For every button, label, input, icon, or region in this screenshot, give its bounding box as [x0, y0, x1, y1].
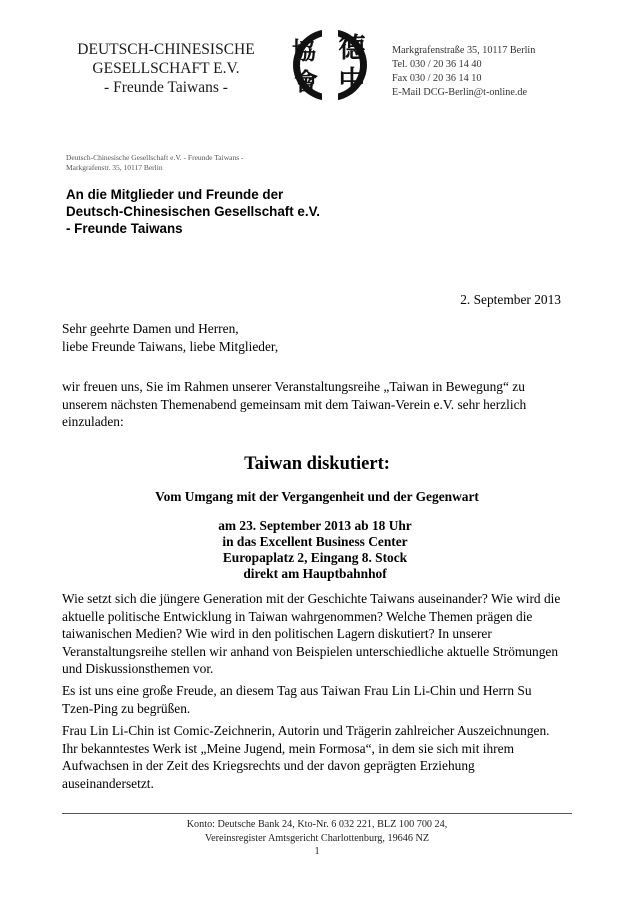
text-line: wir freuen uns, Sie im Rahmen unserer Veranstaltungsreihe „Taiwan in Bewegung“ zu [62, 379, 525, 394]
society-logo [282, 26, 378, 104]
recipient-line: An die Mitglieder und Freunde der [66, 187, 284, 202]
email-line: E-Mail DCG-Berlin@t-online.de [392, 87, 527, 98]
salutation-line: Sehr geehrte Damen und Herren, [62, 321, 239, 336]
sender-line: Markgrafenstr. 35, 10117 Berlin [66, 163, 163, 172]
event-detail-line: in das Excellent Business Center [222, 534, 408, 549]
fax-line: Fax 030 / 20 36 14 10 [392, 73, 482, 84]
text-line: Ihr bekanntestes Werk ist „Meine Jugend, mein Formosa“, in dem sie sich mit ihrem [62, 740, 514, 756]
footer-divider [62, 813, 572, 814]
event-detail-line: direkt am Hauptbahnhof [243, 566, 387, 581]
page-number: 1 [314, 846, 320, 857]
bank-details: Konto: Deutsche Bank 24, Kto-Nr. 6 032 221, BLZ 100 700 24, [186, 819, 448, 830]
contact-block [392, 44, 535, 100]
text-line: aktuelle politische Entwicklung in Taiwan wahrgenommen? Welche Themen prägen die [62, 608, 533, 624]
recipient-line: Deutsch-Chinesischen Gesellschaft e.V. [66, 204, 321, 219]
body-paragraph [62, 590, 572, 678]
text-line: Wie setzt sich die jüngere Generation mit der Geschichte Taiwans auseinander? Wie wird die [62, 591, 561, 606]
recipient-line: - Freunde Taiwans [66, 221, 183, 236]
logo-glyph: 中 [338, 66, 366, 97]
org-name-line: DEUTSCH-CHINESISCHE [77, 41, 255, 58]
text-line: Aufwachsen in der Zeit des Kriegsrechts und der davon geprägten Erziehung [62, 758, 475, 773]
org-subtitle: - Freunde Taiwans - [104, 79, 228, 96]
salutation [62, 320, 572, 355]
event-detail-line: Europaplatz 2, Eingang 8. Stock [222, 550, 408, 565]
text-line: unserem nächsten Themenabend gemeinsam mit dem Taiwan-Verein e.V. sehr herzlich [62, 396, 527, 412]
text-line: Veranstaltungsreihe stellen wir anhand von Beispielen unterschiedliche aktuelle Strömungen [62, 643, 559, 659]
text-line: einzuladen: [62, 414, 124, 429]
logo-glyph: 會 [294, 68, 318, 96]
phone-line: Tel. 030 / 20 36 14 40 [392, 59, 482, 70]
text-line: taiwanischen Medien? Wie wird in den politischen Lagern diskutiert? In unserer [62, 626, 492, 641]
body-paragraph [62, 722, 572, 792]
sender-return-address [66, 153, 243, 173]
logo-glyph: 德 [338, 33, 366, 64]
event-title: Taiwan diskutiert: [244, 454, 390, 474]
sender-line: Deutsch-Chinesische Gesellschaft e.V. - Freunde Taiwans - [66, 153, 244, 162]
text-line: und Diskussionsthemen vor. [62, 661, 214, 676]
footer [62, 818, 572, 859]
intro-paragraph [62, 378, 572, 431]
text-line: auseinandersetzt. [62, 775, 154, 791]
address-line: Markgrafenstraße 35, 10117 Berlin [392, 45, 536, 56]
letter-date: 2. September 2013 [460, 292, 561, 307]
text-line: Es ist uns eine große Freude, an diesem Tag aus Taiwan Frau Lin Li-Chin und Herrn Su [62, 683, 532, 698]
logo-glyph: 協 [292, 37, 316, 65]
text-line: Frau Lin Li-Chin ist Comic-Zeichnerin, Autorin und Trägerin zahlreicher Auszeichnungen. [62, 723, 550, 738]
organization-name [66, 40, 266, 97]
event-detail-line: am 23. September 2013 ab 18 Uhr [218, 518, 412, 533]
event-subtitle: Vom Umgang mit der Vergangenheit und der Gegenwart [155, 489, 479, 504]
event-details [170, 518, 460, 582]
body-paragraph [62, 682, 572, 717]
org-name-line: GESELLSCHAFT E.V. [92, 60, 240, 77]
register-details: Vereinsregister Amtsgericht Charlottenburg, 19646 NZ [204, 832, 430, 844]
text-line: Tzen-Ping zu begrüßen. [62, 700, 191, 716]
recipient-block [66, 186, 320, 237]
salutation-line: liebe Freunde Taiwans, liebe Mitglieder, [62, 338, 279, 354]
